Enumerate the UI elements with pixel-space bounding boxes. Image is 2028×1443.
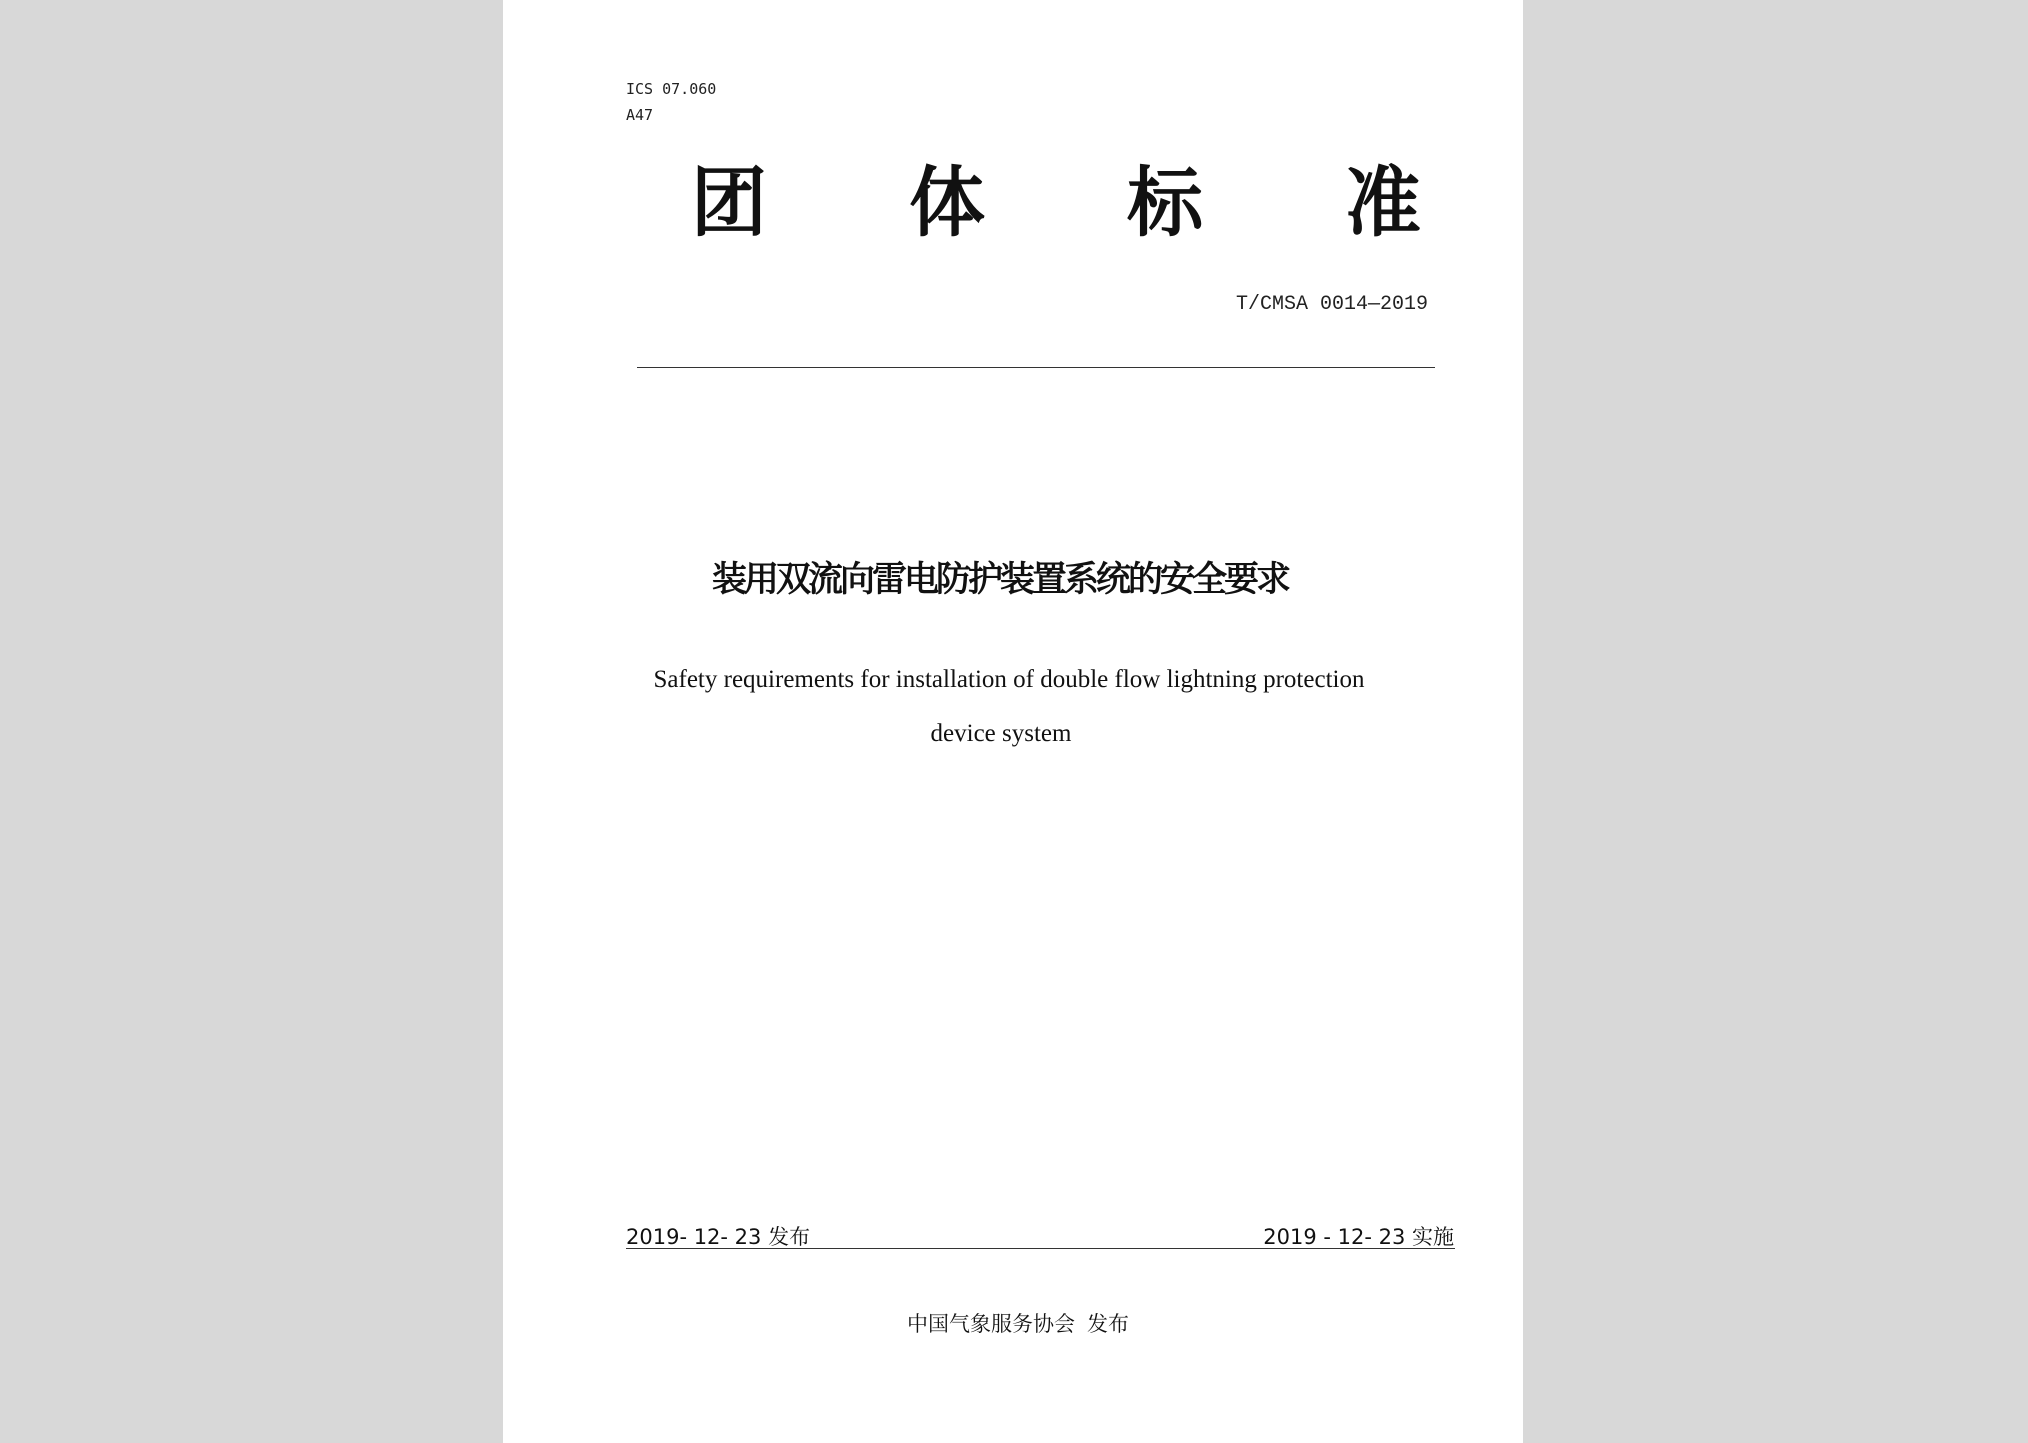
standard-number: T/CMSA 0014—2019 <box>1235 293 1428 316</box>
ccs-code: A47 <box>626 106 654 124</box>
issue-date: 2019- 12- 23 发布 <box>626 1225 811 1249</box>
chinese-title: 装用双流向雷电防护装置系统的安全要求 <box>711 560 1288 600</box>
english-title-line-1: Safety requirements for installation of double flow lightning protection <box>653 666 1365 693</box>
standard-type-char: 标 <box>1127 158 1203 247</box>
publisher-line <box>503 1308 1523 1338</box>
ics-code: ICS 07.060 <box>626 80 717 98</box>
standard-type-heading <box>691 158 1421 247</box>
standard-type-char: 团 <box>691 158 767 247</box>
top-divider <box>637 367 1435 368</box>
standard-type-char: 体 <box>909 158 985 247</box>
implementation-date: 2019 - 12- 23 实施 <box>1263 1225 1454 1249</box>
publisher-organization: 中国气象服务协会 <box>907 1312 1075 1336</box>
document-page <box>503 0 1523 1443</box>
bottom-divider <box>626 1248 1455 1249</box>
standard-type-char: 准 <box>1345 158 1421 247</box>
publisher-action: 发布 <box>1087 1312 1129 1336</box>
english-title-line-2: device system <box>930 720 1072 747</box>
